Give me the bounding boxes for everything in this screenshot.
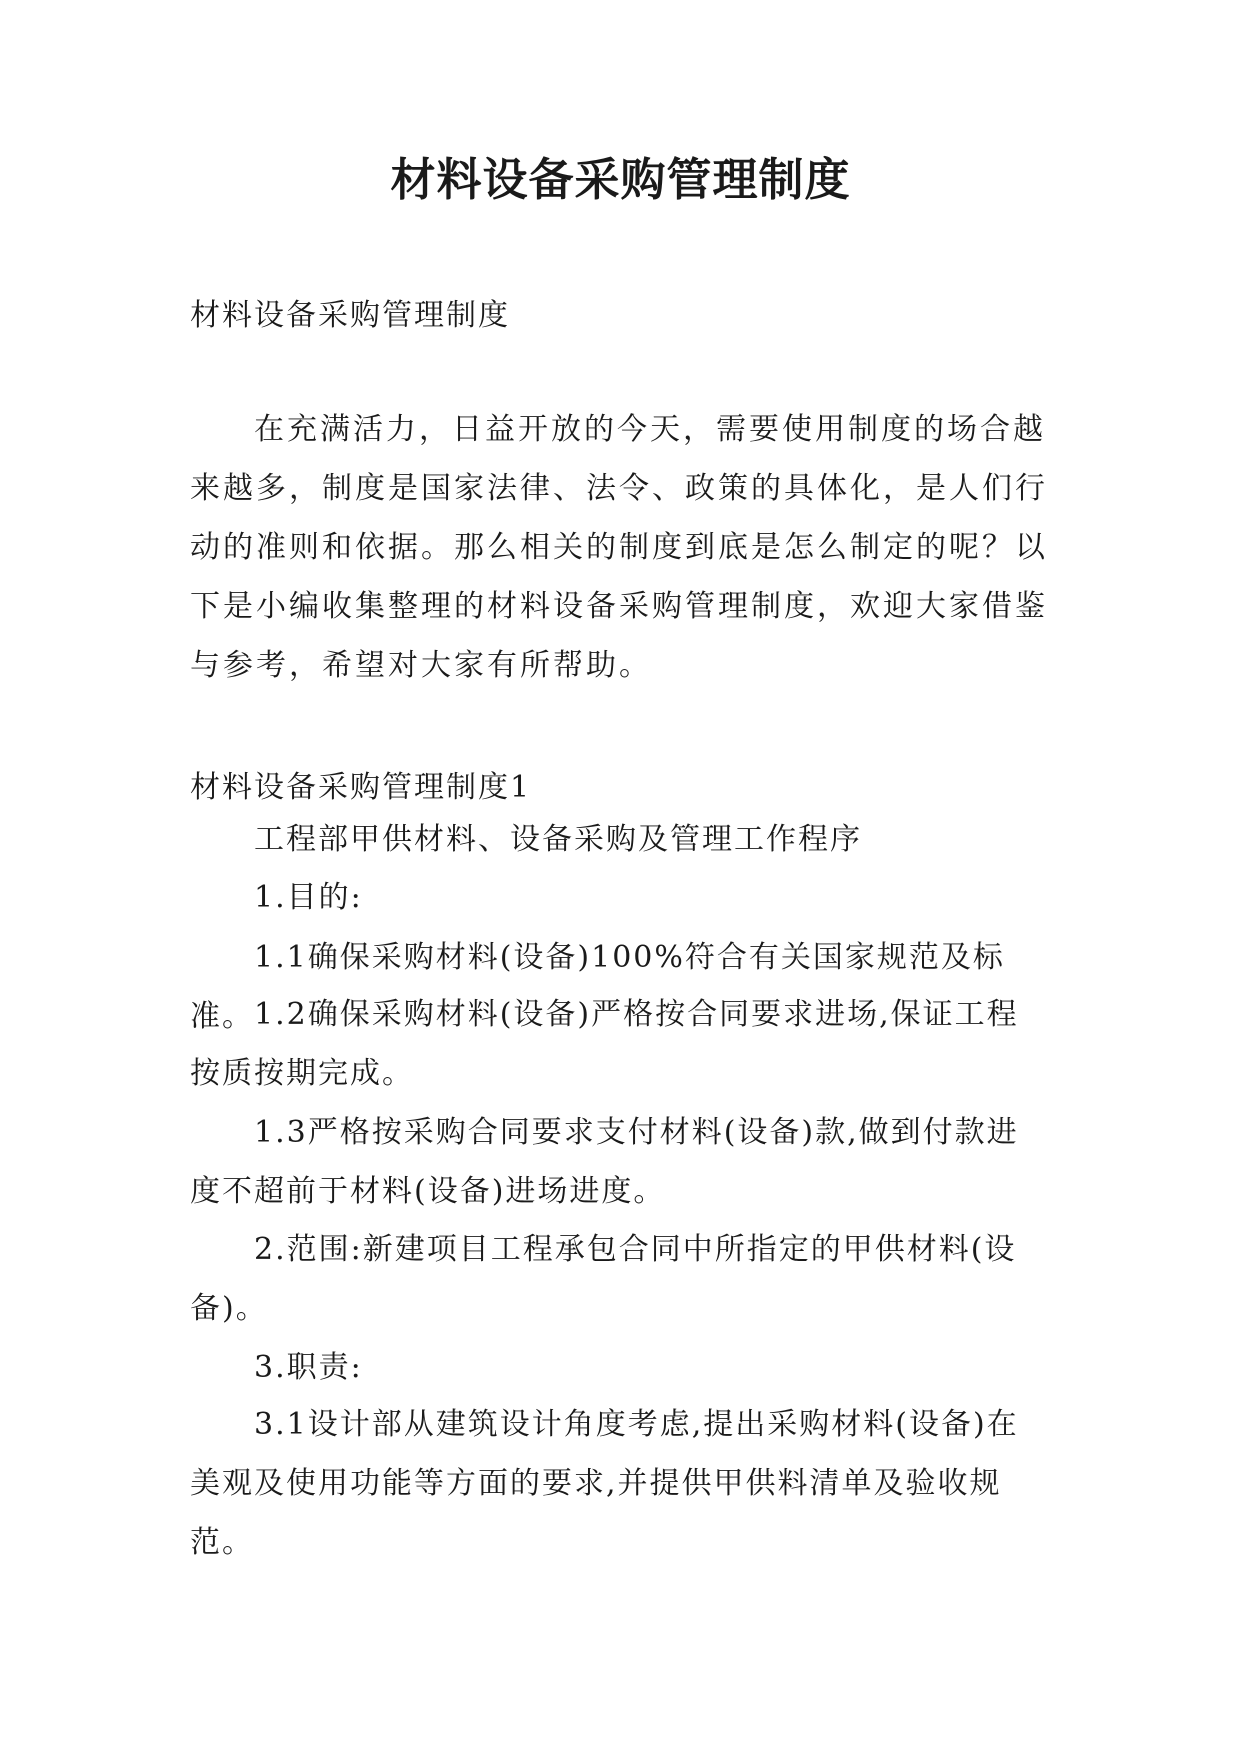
item-purpose-3: 1.3严格按采购合同要求支付材料(设备)款,做到付款进度不超前于材料(设备)进场进度。 [190,1115,1019,1209]
item-purpose: 1.目的: [254,880,363,915]
program-title: 工程部甲供材料、设备采购及管理工作程序 [254,822,862,857]
document-title: 材料设备采购管理制度 [390,153,851,206]
section-heading: 材料设备采购管理制度1 [190,770,532,805]
item-responsibility-1: 3.1设计部从建筑设计角度考虑,提出采购材料(设备)在美观及使用功能等方面的要求,并提供甲供料清单及验收规范。 [190,1407,1019,1560]
item-scope: 2.范围:新建项目工程承包合同中所指定的甲供材料(设备)。 [190,1232,1017,1326]
document-subtitle: 材料设备采购管理制度 [190,298,510,333]
item-purpose-1: 1.1确保采购材料(设备)100%符合有关国家规范及标准。 [190,940,1005,1034]
item-responsibility: 3.职责: [254,1350,363,1385]
item-purpose-2: 1.2确保采购材料(设备)严格按合同要求进场,保证工程按质按期完成。 [190,997,1019,1091]
intro-paragraph: 在充满活力，日益开放的今天，需要使用制度的场合越来越多，制度是国家法律、法令、政策的具体化，是人们行动的准则和依据。那么相关的制度到底是怎么制定的呢？以下是小编收集整理的材料设备采购管理制度，欢迎大家借鉴与参考，希望对大家有所帮助。 [190,412,1048,683]
